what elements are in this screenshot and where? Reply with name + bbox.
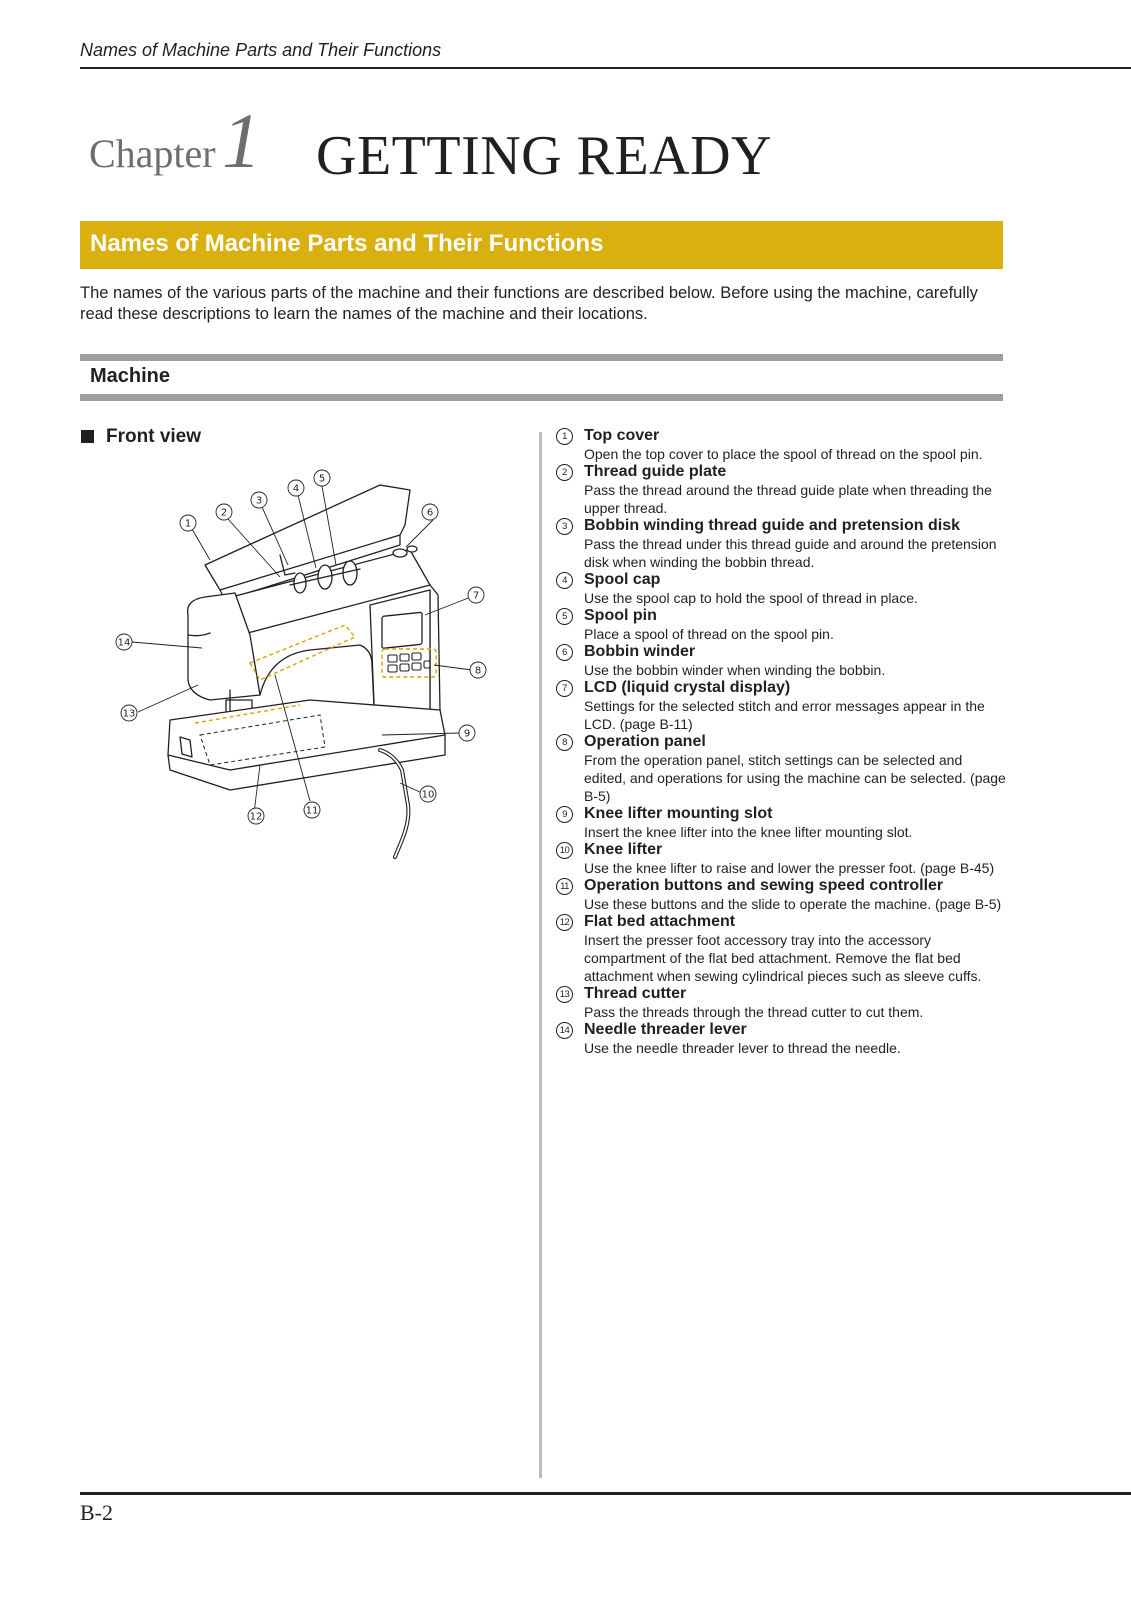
square-bullet-icon [81, 430, 94, 443]
svg-text:14: 14 [117, 637, 131, 649]
svg-text:10: 10 [421, 789, 435, 801]
callout-12 [248, 808, 264, 824]
svg-text:2: 2 [220, 507, 228, 519]
svg-text:7: 7 [472, 590, 480, 602]
callout-7 [468, 587, 484, 603]
part-description: Place a spool of thread on the spool pin. [584, 626, 834, 642]
chapter-label: Chapter [89, 131, 216, 176]
part-description: Pass the thread around the thread guide plate when threading the upper thread. [584, 482, 992, 516]
part-item [556, 877, 1006, 913]
svg-text:12: 12 [249, 811, 263, 823]
subsection-title: Machine [90, 365, 171, 387]
svg-text:13: 13 [122, 708, 136, 720]
part-description: From the operation panel, stitch settings can be selected and edited, and operations for using the machine can be selected. (page B-5) [584, 752, 1006, 804]
section-intro: The names of the various parts of the machine and their functions are described below. Before using the machine, carefully read these descriptions to learn the names of the machine and their locations. [80, 284, 978, 323]
part-name: Bobbin winding thread guide and pretension disk [584, 517, 961, 534]
view-title: Front view [106, 426, 202, 447]
callout-10 [420, 786, 436, 802]
part-number-badge: 10 [556, 842, 573, 859]
svg-text:3: 3 [255, 495, 263, 507]
part-number-badge: 12 [556, 914, 573, 931]
part-number-badge: 11 [556, 878, 573, 895]
part-name: Thread cutter [584, 985, 687, 1002]
footer-rule [80, 1492, 1131, 1495]
svg-text:9: 9 [463, 728, 471, 740]
part-number-badge: 9 [556, 806, 573, 823]
section-heading-bar [80, 221, 1003, 269]
sewing-machine-illustration [110, 465, 510, 865]
chapter-title: GETTING READY [316, 125, 772, 187]
part-item [556, 643, 1006, 679]
running-header: Names of Machine Parts and Their Functions [80, 40, 442, 60]
parts-list [556, 427, 1006, 1057]
part-number-badge: 6 [556, 644, 573, 661]
svg-text:4: 4 [292, 483, 300, 495]
svg-text:8: 8 [474, 665, 482, 677]
part-name: Flat bed attachment [584, 913, 736, 930]
part-item [556, 733, 1006, 805]
part-name: Spool cap [584, 571, 661, 588]
part-name: Operation panel [584, 733, 706, 750]
part-description: Use the knee lifter to raise and lower the presser foot. (page B-45) [584, 860, 995, 876]
part-description: Use the spool cap to hold the spool of thread in place. [584, 590, 918, 606]
part-name: Needle threader lever [584, 1021, 747, 1038]
callout-14 [116, 634, 132, 650]
part-name: Knee lifter mounting slot [584, 805, 773, 822]
part-number-badge: 13 [556, 986, 573, 1003]
part-number-badge: 1 [556, 428, 573, 445]
part-description: Pass the threads through the thread cutter to cut them. [584, 1004, 924, 1020]
part-name: Spool pin [584, 607, 657, 624]
part-number-badge: 7 [556, 680, 573, 697]
part-number-badge: 5 [556, 608, 573, 625]
part-description: Use the bobbin winder when winding the bobbin. [584, 662, 886, 678]
part-description: Use the needle threader lever to thread the needle. [584, 1040, 901, 1056]
header-rule [80, 67, 1131, 69]
page-number: B-2 [80, 1500, 113, 1525]
part-item [556, 463, 1006, 517]
part-number-badge: 2 [556, 464, 573, 481]
part-item [556, 1021, 1006, 1057]
part-name: Thread guide plate [584, 463, 727, 480]
part-item [556, 571, 1006, 607]
callout-2 [216, 504, 232, 520]
callout-13 [121, 705, 137, 721]
part-description: Use these buttons and the slide to operate the machine. (page B-5) [584, 896, 1002, 912]
part-name: Operation buttons and sewing speed controller [584, 877, 944, 894]
svg-text:11: 11 [305, 805, 319, 817]
part-description: Pass the thread under this thread guide and around the pretension disk when winding the bobbin thread. [584, 536, 997, 570]
part-number-badge: 3 [556, 518, 573, 535]
part-number-badge: 14 [556, 1022, 573, 1039]
part-description: Insert the knee lifter into the knee lifter mounting slot. [584, 824, 913, 840]
svg-text:6: 6 [426, 507, 434, 519]
part-description: Insert the presser foot accessory tray into the accessory compartment of the flat bed attachment. Remove the flat bed attachment when sewing cylindrical pieces such as sleeve cuffs. [584, 932, 982, 984]
part-name: Knee lifter [584, 841, 663, 858]
part-description: Settings for the selected stitch and error messages appear in the LCD. (page B-11) [584, 698, 985, 732]
part-item [556, 985, 1006, 1021]
part-description: Open the top cover to place the spool of thread on the spool pin. [584, 446, 983, 462]
subsection-rule-top [80, 354, 1003, 361]
part-item [556, 427, 1006, 463]
callout-1 [180, 515, 196, 531]
part-item [556, 517, 1006, 571]
part-number-badge: 4 [556, 572, 573, 589]
part-name: LCD (liquid crystal display) [584, 679, 791, 696]
section-title: Names of Machine Parts and Their Functions [90, 230, 604, 257]
svg-text:1: 1 [184, 518, 192, 530]
part-item [556, 679, 1006, 733]
callout-11 [304, 802, 320, 818]
callout-6 [422, 504, 438, 520]
svg-text:5: 5 [318, 473, 326, 485]
callout-5 [314, 470, 330, 486]
chapter-number: 1 [222, 97, 261, 184]
part-item [556, 805, 1006, 841]
part-number-badge: 8 [556, 734, 573, 751]
callout-9 [459, 725, 475, 741]
callout-3 [251, 492, 267, 508]
part-item [556, 913, 1006, 985]
part-item [556, 607, 1006, 643]
callout-8 [470, 662, 486, 678]
part-name: Top cover [584, 427, 660, 444]
part-name: Bobbin winder [584, 643, 696, 660]
subsection-rule-bottom [80, 394, 1003, 401]
callout-4 [288, 480, 304, 496]
part-item [556, 841, 1006, 877]
column-divider [539, 432, 542, 1478]
